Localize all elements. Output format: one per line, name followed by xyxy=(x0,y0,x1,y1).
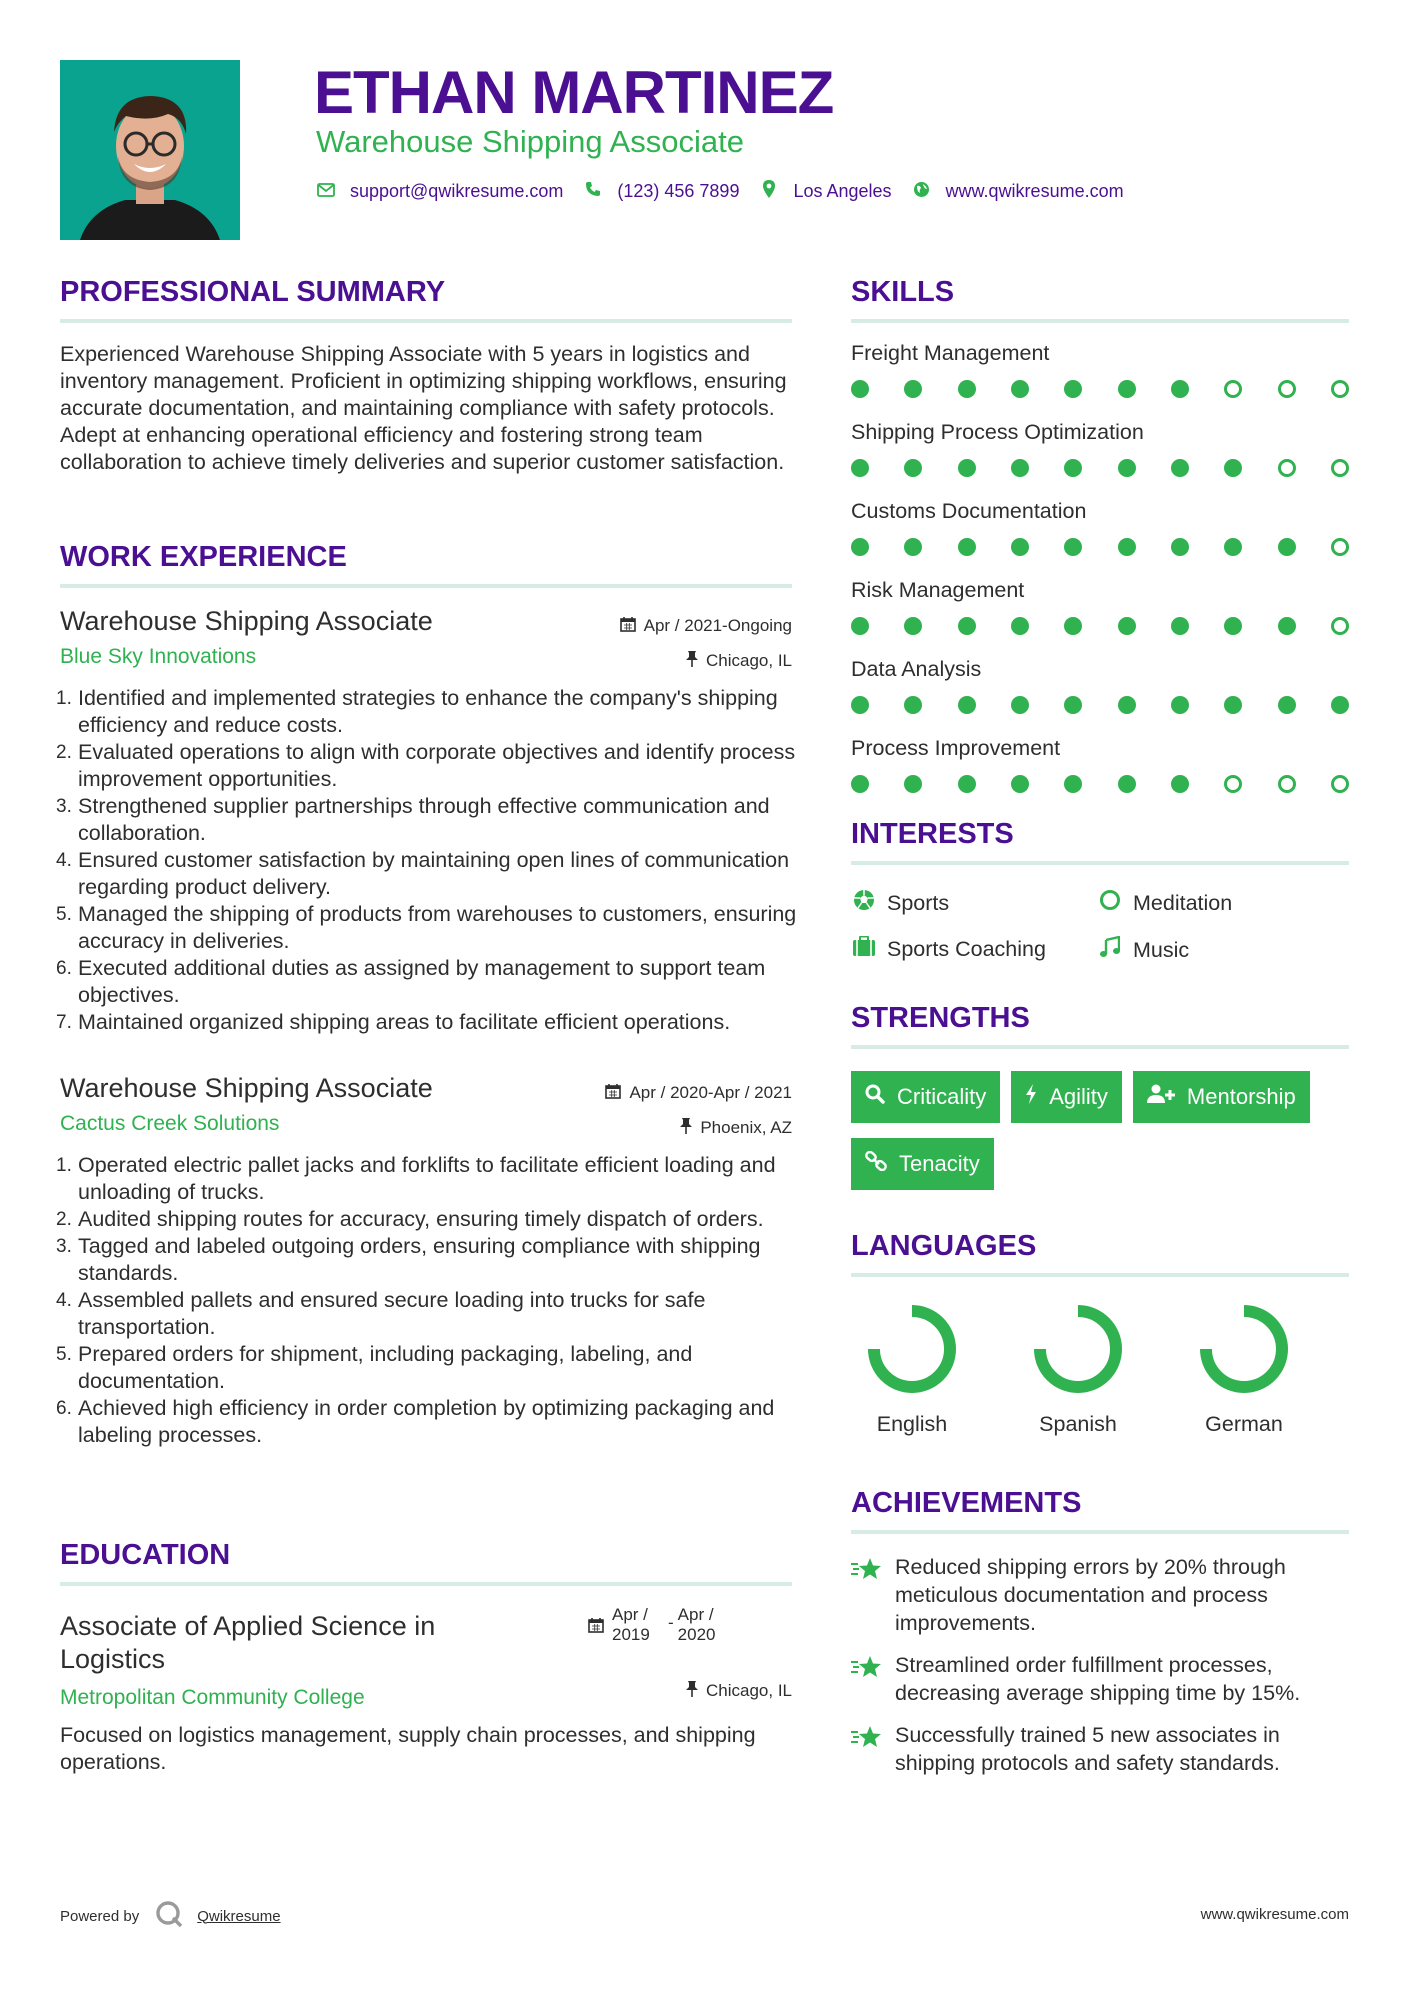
achievements-section xyxy=(851,1487,1349,1787)
section-divider xyxy=(851,1045,1349,1049)
rating-dot-filled xyxy=(1064,696,1082,714)
profile-photo xyxy=(60,60,240,240)
skill-name: Process Improvement xyxy=(851,736,1061,760)
circle-outline-icon xyxy=(1097,889,1123,917)
skill-item xyxy=(851,499,1349,556)
rating-dot-filled xyxy=(1011,538,1029,556)
language-proficiency-ring xyxy=(1031,1302,1125,1396)
list-item: 2. Evaluated operations to align with corporate objectives and identify process improvement opportunities. xyxy=(56,740,796,791)
star-icon xyxy=(851,1721,895,1777)
company-name: Blue Sky Innovations xyxy=(60,645,257,668)
rating-dot-filled xyxy=(958,617,976,635)
skill-name: Freight Management xyxy=(851,341,1050,365)
rating-dot-empty xyxy=(1224,775,1242,793)
interests-heading: INTERESTS xyxy=(851,818,1014,850)
rating-dot-filled xyxy=(1064,775,1082,793)
section-divider xyxy=(851,861,1349,865)
section-divider xyxy=(851,319,1349,323)
achievement-item: Successfully trained 5 new associates in shipping protocols and safety standards. xyxy=(851,1721,1349,1777)
star-icon xyxy=(851,1553,895,1637)
school-name: Metropolitan Community College xyxy=(60,1686,365,1709)
candidate-name: ETHAN MARTINEZ xyxy=(314,59,834,126)
soccer-ball-icon xyxy=(851,889,877,917)
globe-icon xyxy=(912,181,932,203)
skill-item xyxy=(851,736,1349,793)
education-section xyxy=(60,1539,792,1776)
experience-heading: WORK EXPERIENCE xyxy=(60,541,347,573)
list-item: 2. Audited shipping routes for accuracy, ensuring timely dispatch of orders. xyxy=(56,1207,764,1231)
achievement-item: Reduced shipping errors by 20% through meticulous documentation and process improvements. xyxy=(851,1553,1349,1637)
rating-dot-filled xyxy=(904,380,922,398)
education-heading: EDUCATION xyxy=(60,1539,231,1571)
qwikresume-logo-icon xyxy=(155,1900,183,1932)
interest-item: Sports xyxy=(851,889,949,917)
language-item: Spanish xyxy=(1013,1302,1143,1437)
skill-name: Shipping Process Optimization xyxy=(851,420,1144,444)
job-location: Phoenix, AZ xyxy=(680,1118,792,1138)
skill-rating xyxy=(851,775,1349,793)
pushpin-icon xyxy=(686,1681,698,1701)
rating-dot-filled xyxy=(904,775,922,793)
rating-dot-filled xyxy=(958,538,976,556)
rating-dot-filled xyxy=(1171,696,1189,714)
rating-dot-empty xyxy=(1331,617,1349,635)
strengths-section xyxy=(851,1002,1349,1205)
bolt-icon xyxy=(1025,1084,1037,1110)
job-entry xyxy=(56,606,797,1036)
rating-dot-filled xyxy=(851,775,869,793)
list-item: 3. Tagged and labeled outgoing orders, ensuring compliance with shipping standards. xyxy=(56,1234,761,1285)
rating-dot-filled xyxy=(1171,538,1189,556)
rating-dot-empty xyxy=(1278,380,1296,398)
rating-dot-filled xyxy=(1171,459,1189,477)
company-name: Cactus Creek Solutions xyxy=(60,1112,280,1135)
strength-tags xyxy=(851,1071,1371,1205)
contact-email[interactable]: support@qwikresume.com xyxy=(316,181,563,202)
proficiency-arc xyxy=(1040,1311,1116,1387)
rating-dot-empty xyxy=(1331,775,1349,793)
rating-dot-filled xyxy=(1118,459,1136,477)
education-text: Focused on logistics management, supply chain processes, and shipping operations. xyxy=(60,1723,756,1774)
rating-dot-filled xyxy=(1171,775,1189,793)
footer-url[interactable]: www.qwikresume.com xyxy=(1200,1906,1349,1923)
rating-dot-filled xyxy=(1118,617,1136,635)
rating-dot-filled xyxy=(851,380,869,398)
section-divider xyxy=(60,584,792,588)
summary-section xyxy=(60,276,792,476)
strength-tag: Mentorship xyxy=(1133,1071,1310,1123)
summary-text: Experienced Warehouse Shipping Associate with 5 years in logistics and inventory management. Proficient in optimizing shipping workflows, ensuring accurate documentation, and maintaining compliance with safety protocols. Adept at enhancing operational efficiency and fostering strong team collaboration to achieve timely deliveries and superior customer satisfaction. xyxy=(60,342,787,474)
powered-by: Powered by Qwikresume xyxy=(60,1900,281,1932)
skills-heading: SKILLS xyxy=(851,276,955,308)
rating-dot-filled xyxy=(1224,538,1242,556)
education-date: Apr / 2019 - Apr / 2020 xyxy=(588,1605,724,1645)
education-location: Chicago, IL xyxy=(686,1681,792,1701)
rating-dot-filled xyxy=(1011,459,1029,477)
rating-dot-filled xyxy=(1171,617,1189,635)
interest-item: Sports Coaching xyxy=(851,936,1046,962)
pushpin-icon xyxy=(680,1118,692,1138)
user-plus-icon xyxy=(1147,1084,1175,1110)
language-item: German xyxy=(1179,1302,1309,1437)
star-icon xyxy=(851,1651,895,1707)
rating-dot-filled xyxy=(1118,696,1136,714)
rating-dot-filled xyxy=(1118,380,1136,398)
rating-dot-filled xyxy=(1118,538,1136,556)
rating-dot-filled xyxy=(904,538,922,556)
interest-item: Meditation xyxy=(1097,889,1232,917)
proficiency-arc xyxy=(1206,1311,1282,1387)
job-entry xyxy=(56,1073,792,1449)
rating-dot-filled xyxy=(1064,380,1082,398)
job-title: Warehouse Shipping Associate xyxy=(60,1073,433,1103)
job-duties xyxy=(56,685,800,1036)
rating-dot-empty xyxy=(1331,380,1349,398)
rating-dot-filled xyxy=(1278,617,1296,635)
section-divider xyxy=(851,1273,1349,1277)
achievement-item: Streamlined order fulfillment processes, decreasing average shipping time by 15%. xyxy=(851,1651,1349,1707)
skill-item xyxy=(851,657,1349,714)
interests-section xyxy=(851,818,1349,962)
list-item: 5. Prepared orders for shipment, including packaging, labeling, and documentation. xyxy=(56,1342,693,1393)
calendar-icon xyxy=(620,616,636,636)
rating-dot-filled xyxy=(958,459,976,477)
qwikresume-link[interactable]: Qwikresume xyxy=(197,1907,281,1925)
contact-bar xyxy=(316,180,1144,203)
achievements-heading: ACHIEVEMENTS xyxy=(851,1487,1082,1519)
rating-dot-filled xyxy=(1064,459,1082,477)
skill-name: Risk Management xyxy=(851,578,1025,602)
rating-dot-filled xyxy=(1011,617,1029,635)
rating-dot-filled xyxy=(1011,775,1029,793)
section-divider xyxy=(60,1582,792,1586)
contact-location: Los Angeles xyxy=(759,180,891,203)
contact-phone[interactable]: (123) 456 7899 xyxy=(583,181,739,202)
rating-dot-filled xyxy=(851,696,869,714)
rating-dot-filled xyxy=(1224,696,1242,714)
skill-rating xyxy=(851,459,1349,477)
rating-dot-filled xyxy=(1171,380,1189,398)
rating-dot-filled xyxy=(851,538,869,556)
rating-dot-filled xyxy=(1278,696,1296,714)
job-date: Apr / 2021-Ongoing xyxy=(620,616,792,636)
rating-dot-filled xyxy=(904,696,922,714)
rating-dot-filled xyxy=(958,696,976,714)
skill-rating xyxy=(851,696,1349,714)
job-date: Apr / 2020-Apr / 2021 xyxy=(605,1083,792,1103)
skills-section xyxy=(851,276,1349,815)
list-item: 6. Achieved high efficiency in order completion by optimizing packaging and labeling processes. xyxy=(56,1396,775,1447)
rating-dot-filled xyxy=(1118,775,1136,793)
phone-icon xyxy=(583,181,603,202)
rating-dot-empty xyxy=(1331,459,1349,477)
list-item: 1. Identified and implemented strategies to enhance the company's shipping efficiency and reduce costs. xyxy=(56,686,778,737)
envelope-icon xyxy=(316,182,336,202)
contact-website[interactable]: www.qwikresume.com xyxy=(912,181,1124,203)
strength-tag: Tenacity xyxy=(851,1138,994,1190)
calendar-icon xyxy=(605,1083,621,1103)
skill-item xyxy=(851,420,1349,477)
language-proficiency-ring xyxy=(865,1302,959,1396)
rating-dot-filled xyxy=(904,617,922,635)
rating-dot-filled xyxy=(1224,459,1242,477)
proficiency-arc xyxy=(874,1311,950,1387)
map-marker-icon xyxy=(759,180,779,203)
list-item: 3. Strengthened supplier partnerships through effective communication and collaboration. xyxy=(56,794,770,845)
briefcase-icon xyxy=(851,936,877,962)
job-duties xyxy=(56,1152,778,1449)
skills-list xyxy=(851,341,1349,793)
summary-heading: PROFESSIONAL SUMMARY xyxy=(60,276,446,308)
link-icon xyxy=(865,1151,887,1177)
rating-dot-filled xyxy=(1331,696,1349,714)
languages-section xyxy=(851,1230,1349,1450)
languages-heading: LANGUAGES xyxy=(851,1230,1037,1262)
rating-dot-empty xyxy=(1278,459,1296,477)
rating-dot-empty xyxy=(1224,380,1242,398)
job-title: Warehouse Shipping Associate xyxy=(60,606,433,636)
music-note-icon xyxy=(1097,936,1123,964)
rating-dot-filled xyxy=(1278,538,1296,556)
calendar-icon xyxy=(588,1617,604,1645)
rating-dot-filled xyxy=(904,459,922,477)
rating-dot-filled xyxy=(1064,538,1082,556)
list-item: 5. Managed the shipping of products from warehouses to customers, ensuring accuracy in deliveries. xyxy=(56,902,797,953)
language-proficiency-ring xyxy=(1197,1302,1291,1396)
skill-rating xyxy=(851,538,1349,556)
skill-item xyxy=(851,578,1349,635)
language-item: English xyxy=(847,1302,977,1437)
rating-dot-filled xyxy=(1011,380,1029,398)
strength-tag: Criticality xyxy=(851,1071,1000,1123)
pushpin-icon xyxy=(686,651,698,671)
interest-item: Music xyxy=(1097,936,1189,964)
skill-name: Customs Documentation xyxy=(851,499,1087,523)
strengths-heading: STRENGTHS xyxy=(851,1002,1030,1034)
rating-dot-filled xyxy=(958,380,976,398)
job-location: Chicago, IL xyxy=(686,651,792,671)
rating-dot-empty xyxy=(1278,775,1296,793)
rating-dot-filled xyxy=(1224,617,1242,635)
skill-name: Data Analysis xyxy=(851,657,982,681)
rating-dot-filled xyxy=(1011,696,1029,714)
rating-dot-filled xyxy=(851,459,869,477)
experience-section xyxy=(60,541,792,588)
section-divider xyxy=(60,319,792,323)
skill-rating xyxy=(851,617,1349,635)
list-item: 6. Executed additional duties as assigned by management to support team objectives. xyxy=(56,956,766,1007)
list-item: 4. Ensured customer satisfaction by maintaining open lines of communication regarding product delivery. xyxy=(56,848,790,899)
list-item: 4. Assembled pallets and ensured secure loading into trucks for safe transportation. xyxy=(56,1288,706,1339)
rating-dot-filled xyxy=(851,617,869,635)
search-icon xyxy=(865,1084,885,1110)
skill-rating xyxy=(851,380,1349,398)
rating-dot-filled xyxy=(1064,617,1082,635)
skill-item xyxy=(851,341,1349,398)
degree-title: Associate of Applied Science in Logistics xyxy=(60,1611,436,1674)
list-item: 1. Operated electric pallet jacks and forklifts to facilitate efficient loading and unloading of trucks. xyxy=(56,1153,776,1204)
rating-dot-empty xyxy=(1331,538,1349,556)
strength-tag: Agility xyxy=(1011,1071,1122,1123)
list-item: 7. Maintained organized shipping areas to facilitate efficient operations. xyxy=(56,1010,731,1034)
section-divider xyxy=(851,1530,1349,1534)
rating-dot-filled xyxy=(958,775,976,793)
candidate-title: Warehouse Shipping Associate xyxy=(316,124,744,159)
